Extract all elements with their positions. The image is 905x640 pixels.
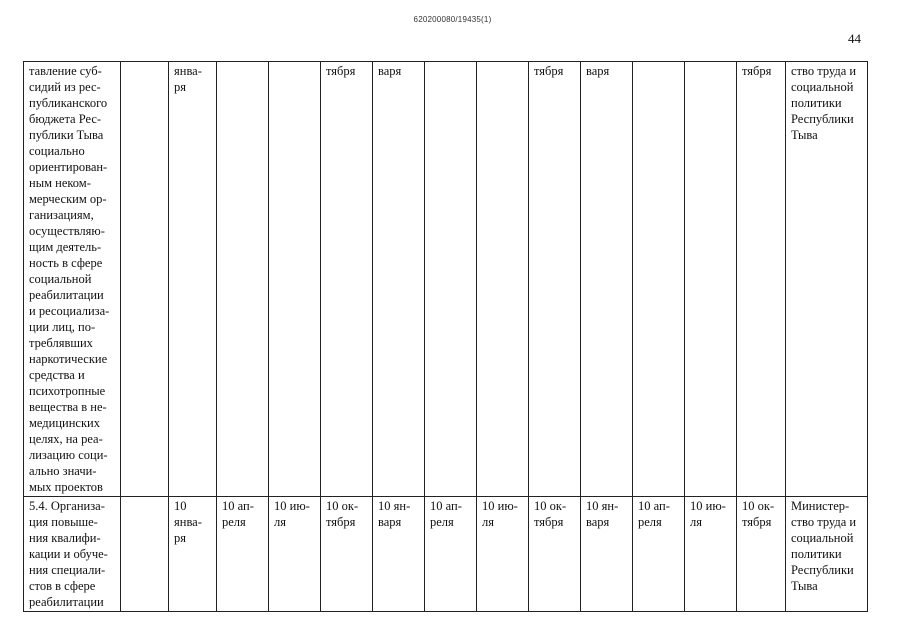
table-cell: 10 ию- ля: [477, 497, 529, 612]
table-cell: [477, 62, 529, 497]
table-cell: 10 ию- ля: [685, 497, 737, 612]
table-cell: тября: [321, 62, 373, 497]
table-cell: [685, 62, 737, 497]
table-row: [24, 497, 868, 612]
table-cell: 10 ок- тября: [529, 497, 581, 612]
table-cell: [269, 62, 321, 497]
table-cell: 10 ап- реля: [425, 497, 477, 612]
table-cell: 10 янва- ря: [169, 497, 217, 612]
table-cell: 10 ян- варя: [581, 497, 633, 612]
responsible-cell: ство труда и социальной политики Республики Тыва: [786, 62, 868, 497]
table-cell: 10 ап- реля: [633, 497, 685, 612]
schedule-table: [23, 61, 868, 612]
table-cell: [217, 62, 269, 497]
page-number: 44: [848, 31, 861, 46]
responsible-cell: Министер- ство труда и социальной политики Республики Тыва: [786, 497, 868, 612]
activity-description-cell: тавление суб- сидий из рес- публиканского бюджета Рес- публики Тыва социально ориентирован- ным неком- мерческим ор- ганизациям, осуществляю- щим деятель- ность в сфере социальной реабилитации и ресоциализа- ции лиц, по- треблявших наркотические средства и психотропные вещества в не- медицинских целях, на реа- лизацию соци- ально значи- мых проектов: [24, 62, 121, 497]
table-cell: 10 ок- тября: [321, 497, 373, 612]
activity-description-cell: 5.4. Организа- ция повыше- ния квалифи- кации и обуче- ния специали- стов в сфере реабилитации: [24, 497, 121, 612]
table-cell: варя: [373, 62, 425, 497]
table-cell: варя: [581, 62, 633, 497]
table-cell: [633, 62, 685, 497]
table-cell: [121, 62, 169, 497]
table-cell: янва- ря: [169, 62, 217, 497]
table-cell: тября: [529, 62, 581, 497]
table-cell: [425, 62, 477, 497]
table-cell: 10 ок- тября: [737, 497, 786, 612]
table-cell: 10 ап- реля: [217, 497, 269, 612]
document-code: 620200080/19435(1): [413, 15, 492, 24]
table-row: [24, 62, 868, 497]
table-cell: 10 ию- ля: [269, 497, 321, 612]
table-cell: [121, 497, 169, 612]
table-cell: тября: [737, 62, 786, 497]
table-cell: 10 ян- варя: [373, 497, 425, 612]
